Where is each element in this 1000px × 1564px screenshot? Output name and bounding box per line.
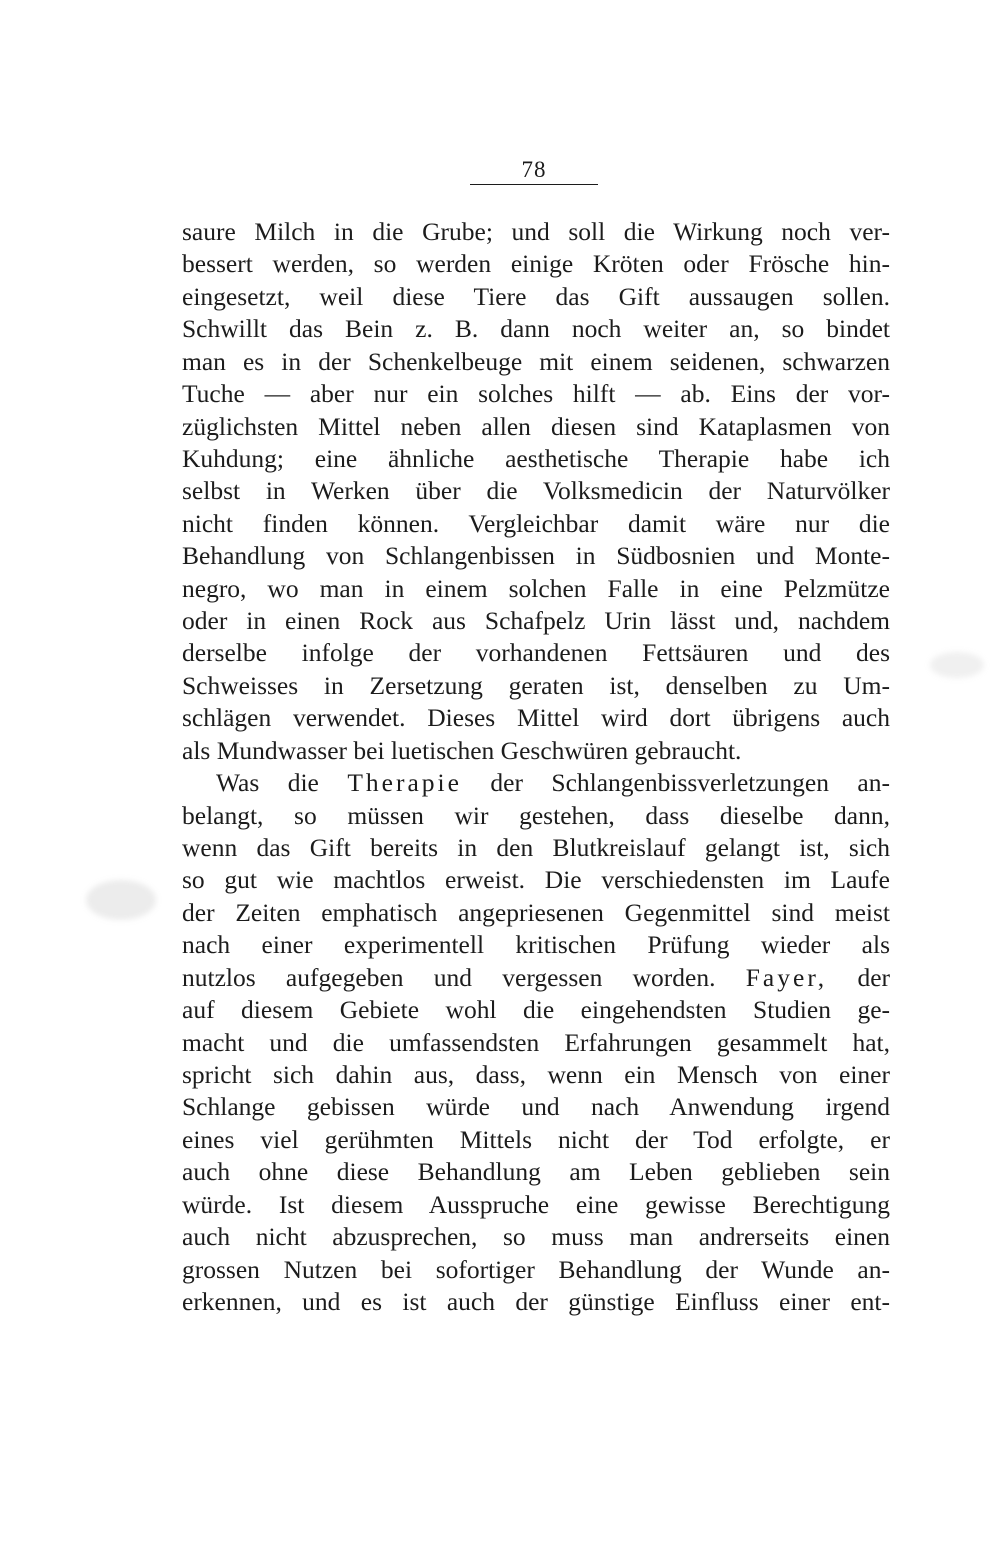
text-line-4: Schwillt das Bein z. B. dann noch weiter an, so bindet	[182, 314, 890, 344]
line-18-before: Was die	[216, 768, 319, 798]
text-line-18	[182, 767, 890, 799]
text-line-15: Schweisses in Zersetzung geraten ist, denselben zu Um-	[182, 670, 890, 700]
text-line-11: Behandlung von Schlangenbissen in Südbosnien und Monte-	[182, 541, 890, 571]
emphasis-therapie: Therapie	[347, 768, 462, 798]
emphasis-fayer: Fayer,	[745, 962, 828, 992]
text-line-21: so gut wie machtlos erweist. Die verschiedensten im Laufe	[182, 865, 890, 895]
text-line-17: als Mundwasser bei luetischen Geschwüren gebraucht.	[182, 735, 742, 765]
body-text	[182, 216, 890, 1318]
text-line-3: eingesetzt, weil diese Tiere das Gift aussaugen sollen.	[182, 281, 890, 311]
header-rule	[470, 184, 598, 185]
text-line-2: bessert werden, so werden einige Kröten oder Frösche hin-	[182, 249, 890, 279]
text-line-8: Kuhdung; eine ähnliche aesthetische Therapie habe ich	[182, 443, 890, 473]
text-line-27: spricht sich dahin aus, dass, wenn ein Mensch von einer	[182, 1059, 890, 1089]
text-line-32: auch nicht abzusprechen, so muss man andrerseits einen	[182, 1222, 890, 1252]
text-line-16: schlägen verwendet. Dieses Mittel wird dort übrigens auch	[182, 703, 890, 733]
text-line-12: negro, wo man in einem solchen Falle in eine Pelzmütze	[182, 573, 890, 603]
text-line-29: eines viel gerühmten Mittels nicht der Tod erfolgte, er	[182, 1124, 890, 1154]
text-line-6: Tuche — aber nur ein solches hilft — ab. Eins der vor-	[182, 379, 890, 409]
text-line-20: wenn das Gift bereits in den Blutkreislauf gelangt ist, sich	[182, 833, 890, 863]
text-line-13: oder in einen Rock aus Schafpelz Urin lässt und, nachdem	[182, 606, 890, 636]
text-line-24	[182, 962, 890, 994]
text-line-34: erkennen, und es ist auch der günstige Einfluss einer ent-	[182, 1286, 890, 1316]
line-18-after: der Schlangenbissverletzungen an-	[490, 768, 890, 798]
text-line-31: würde. Ist diesem Ausspruche eine gewisse Berechtigung	[182, 1189, 890, 1219]
line-24-before: nutzlos aufgegeben und vergessen worden.	[182, 962, 716, 992]
text-line-9: selbst in Werken über die Volksmedicin der Naturvölker	[182, 476, 890, 506]
text-line-26: macht und die umfassendsten Erfahrungen gesammelt hat,	[182, 1027, 890, 1057]
text-line-1: saure Milch in die Grube; und soll die Wirkung noch ver-	[182, 217, 890, 246]
scan-smudge-right	[930, 652, 984, 678]
text-line-14: derselbe infolge der vorhandenen Fettsäuren und des	[182, 638, 890, 668]
text-line-30: auch ohne diese Behandlung am Leben geblieben sein	[182, 1157, 890, 1187]
scan-smudge-left	[86, 880, 156, 920]
text-line-25: auf diesem Gebiete wohl die eingehendsten Studien ge-	[182, 995, 890, 1025]
text-line-23: nach einer experimentell kritischen Prüfung wieder als	[182, 930, 890, 960]
line-24-after: der	[857, 962, 891, 992]
text-line-33: grossen Nutzen bei sofortiger Behandlung der Wunde an-	[182, 1254, 890, 1284]
text-line-5: man es in der Schenkelbeuge mit einem seidenen, schwarzen	[182, 346, 890, 376]
text-line-28: Schlange gebissen würde und nach Anwendung irgend	[182, 1092, 890, 1122]
text-line-7: züglichsten Mittel neben allen diesen sind Kataplasmen von	[182, 411, 890, 441]
page-number: 78	[521, 157, 547, 182]
text-line-22: der Zeiten emphatisch angepriesenen Gegenmittel sind meist	[182, 897, 890, 927]
text-line-10: nicht finden können. Vergleichbar damit wäre nur die	[182, 508, 890, 538]
text-line-19: belangt, so müssen wir gestehen, dass dieselbe dann,	[182, 800, 890, 830]
